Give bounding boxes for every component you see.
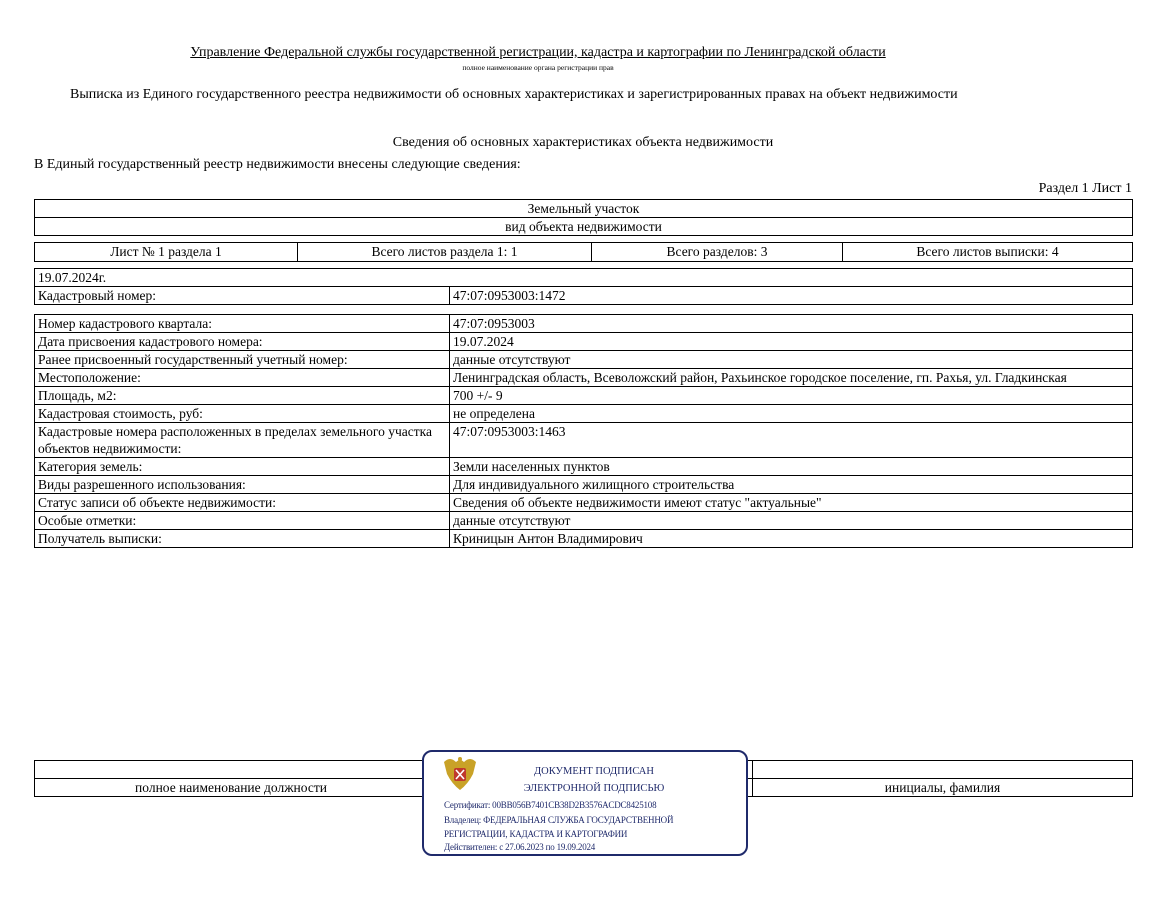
table-row (35, 458, 1133, 476)
row-label: Статус записи об объекте недвижимости: (35, 494, 450, 512)
object-type-caption: вид объекта недвижимости (35, 218, 1133, 236)
row-value: не определена (450, 405, 1133, 423)
table-row (35, 387, 1133, 405)
table-row (35, 530, 1133, 548)
row-label: Местоположение: (35, 369, 450, 387)
row-value: 700 +/- 9 (450, 387, 1133, 405)
total-sheets-section: Всего листов раздела 1: 1 (298, 243, 592, 262)
row-value: данные отсутствуют (450, 351, 1133, 369)
table-row (35, 476, 1133, 494)
double-headed-eagle-emblem-icon (440, 754, 480, 794)
row-label: Дата присвоения кадастрового номера: (35, 333, 450, 351)
stamp-line-1: ДОКУМЕНТ ПОДПИСАН (534, 766, 654, 777)
row-label: Площадь, м2: (35, 387, 450, 405)
cadastral-value: 47:07:0953003:1472 (450, 287, 1133, 305)
electronic-signature-stamp (422, 750, 748, 856)
row-value: Для индивидуального жилищного строительства (450, 476, 1133, 494)
stamp-valid: Действителен: с 27.06.2023 по 19.09.2024 (444, 842, 596, 852)
row-label: Ранее присвоенный государственный учетный номер: (35, 351, 450, 369)
row-value: 47:07:0953003 (450, 315, 1133, 333)
document-date: 19.07.2024г. (35, 269, 1133, 287)
stamp-owner-2: РЕГИСТРАЦИИ, КАДАСТРА И КАРТОГРАФИИ (444, 829, 628, 839)
row-value: данные отсутствуют (450, 512, 1133, 530)
total-sections: Всего разделов: 3 (592, 243, 843, 262)
stamp-owner-1: Владелец: ФЕДЕРАЛЬНАЯ СЛУЖБА ГОСУДАРСТВЕННОЙ (444, 815, 674, 825)
row-label: Виды разрешенного использования: (35, 476, 450, 494)
name-caption: инициалы, фамилия (753, 779, 1133, 797)
organization-caption: полное наименование органа регистрации прав (462, 63, 614, 72)
row-value: 19.07.2024 (450, 333, 1133, 351)
object-type: Земельный участок (35, 200, 1133, 218)
organization-name: Управление Федеральной службы государственной регистрации, кадастра и картографии по Ленинградской области (190, 45, 886, 60)
stamp-line-2: ЭЛЕКТРОННОЙ ПОДПИСЬЮ (523, 783, 665, 794)
row-value: 47:07:0953003:1463 (450, 423, 1133, 458)
row-value: Криницын Антон Владимирович (450, 530, 1133, 548)
row-label: Получатель выписки: (35, 530, 450, 548)
position-caption: полное наименование должности (35, 779, 428, 797)
table-row (35, 369, 1133, 387)
row-label: Кадастровые номера расположенных в пределах земельного участка объектов недвижимости: (35, 423, 450, 458)
object-type-table (34, 199, 1133, 236)
table-row (35, 423, 1133, 458)
table-row (35, 405, 1133, 423)
table-row (35, 494, 1133, 512)
sheets-table (34, 242, 1133, 262)
table-row (35, 315, 1133, 333)
table-row (35, 333, 1133, 351)
table-row (35, 351, 1133, 369)
document-title: Выписка из Единого государственного реестра недвижимости об основных характеристиках и зарегистрированных правах на объект недвижимости (70, 87, 958, 102)
row-value: Земли населенных пунктов (450, 458, 1133, 476)
row-value: Ленинградская область, Всеволожский район, Рахьинское городское поселение, гп. Рахья, ул. Гладкинская (450, 369, 1133, 387)
intro-text: В Единый государственный реестр недвижимости внесены следующие сведения: (34, 157, 521, 172)
stamp-certificate: Сертификат: 00BB056B7401CB38D2B3576ACDC8425108 (444, 800, 657, 810)
row-label: Кадастровая стоимость, руб: (35, 405, 450, 423)
section-label: Раздел 1 Лист 1 (1038, 181, 1132, 196)
characteristics-table (34, 314, 1133, 548)
section-subtitle: Сведения об основных характеристиках объекта недвижимости (392, 135, 774, 150)
date-table (34, 268, 1133, 305)
cadastral-label: Кадастровый номер: (35, 287, 450, 305)
table-row (35, 512, 1133, 530)
total-sheets: Всего листов выписки: 4 (843, 243, 1133, 262)
sheet-number: Лист № 1 раздела 1 (35, 243, 298, 262)
row-label: Категория земель: (35, 458, 450, 476)
row-label: Номер кадастрового квартала: (35, 315, 450, 333)
row-label: Особые отметки: (35, 512, 450, 530)
row-value: Сведения об объекте недвижимости имеют статус "актуальные" (450, 494, 1133, 512)
